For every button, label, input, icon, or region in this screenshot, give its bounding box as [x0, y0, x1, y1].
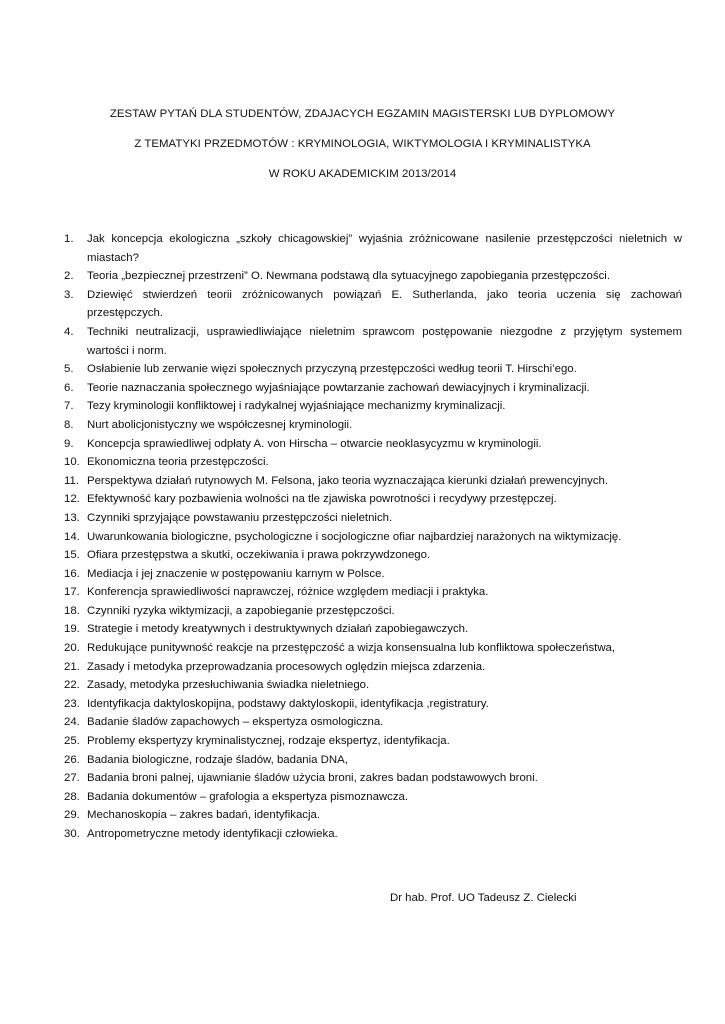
question-text: Mediacja i jej znaczenie w postępowaniu karnym w Polsce.	[87, 567, 385, 580]
question-text: Zasady i metodyka przeprowadzania procesowych oględzin miejsca zdarzenia.	[87, 660, 486, 673]
question-number: 8.	[64, 418, 74, 431]
question-item	[64, 565, 682, 584]
question-text: Techniki neutralizacji, usprawiedliwiające nieletnim sprawcom postępowanie niezgodne z przyjętym systemem wartości i norm.	[87, 325, 682, 357]
question-item	[64, 602, 682, 621]
question-number: 20.	[64, 642, 80, 655]
question-number: 22.	[64, 679, 80, 692]
question-text: Teorie naznaczania społecznego wyjaśniające powtarzanie zachowań dewiacyjnych i kryminalizacji.	[87, 381, 590, 394]
question-item	[64, 788, 682, 807]
question-text: Redukujące punitywność reakcje na przestępczość a wizja konsensualna lub konfliktowa społeczeństwa,	[87, 642, 616, 655]
question-number: 17.	[64, 586, 80, 599]
question-text: Ekonomiczna teoria przestępczości.	[87, 456, 269, 469]
question-item	[64, 639, 682, 658]
question-number: 11.	[64, 474, 79, 487]
question-item	[64, 230, 682, 267]
question-number: 3.	[64, 288, 74, 301]
question-text: Tezy kryminologii konfliktowej i radykalnej wyjaśniające mechanizmy kryminalizacji.	[87, 400, 506, 413]
question-text: Badania broni palnej, ujawnianie śladów użycia broni, zakres badan podstawowych broni.	[87, 772, 538, 785]
question-text: Osłabienie lub zerwanie więzi społecznych przyczyną przestępczości według teorii T. Hirschi’ego.	[87, 363, 577, 376]
question-number: 26.	[64, 753, 80, 766]
question-item	[64, 676, 682, 695]
question-number: 30.	[64, 828, 80, 840]
question-number: 25.	[64, 735, 80, 748]
question-number: 12.	[64, 493, 80, 506]
question-text: Mechanoskopia – zakres badań, identyfikacja.	[87, 809, 321, 822]
question-number: 19.	[64, 623, 80, 636]
question-text: Zasady, metodyka przesłuchiwania świadka nieletniego.	[87, 679, 370, 692]
question-number: 10.	[64, 456, 80, 469]
question-number: 16.	[64, 567, 80, 580]
question-text: Badanie śladów zapachowych – ekspertyza osmologiczna.	[87, 716, 384, 729]
document-title-line-2: Z TEMATYKI PRZEDMOTÓW : KRYMINOLOGIA, WIKTYMOLOGIA I KRYMINALISTYKA	[134, 138, 591, 150]
question-number: 29.	[64, 809, 80, 822]
question-item	[64, 379, 682, 398]
question-text: Konferencja sprawiedliwości naprawczej, różnice względem mediacji i praktyka.	[87, 586, 489, 599]
question-text: Ofiara przestępstwa a skutki, oczekiwania i prawa pokrzywdzonego.	[87, 549, 431, 562]
question-item	[64, 713, 682, 732]
question-item	[64, 769, 682, 788]
question-text: Antropometryczne metody identyfikacji człowieka.	[87, 828, 338, 840]
question-number: 14.	[64, 530, 80, 543]
question-number: 9.	[64, 437, 74, 450]
question-text: Koncepcja sprawiedliwej odpłaty A. von Hirscha – otwarcie neoklasycyzmu w kryminologii.	[87, 437, 542, 450]
question-list	[64, 230, 682, 844]
document-title-line-1: ZESTAW PYTAŃ DLA STUDENTÓW, ZDAJACYCH EGZAMIN MAGISTERSKI LUB DYPLOMOWY	[109, 108, 616, 120]
question-item	[64, 435, 682, 454]
question-number: 4.	[64, 325, 74, 338]
question-number: 7.	[64, 400, 74, 413]
question-item	[64, 695, 682, 714]
signature: Dr hab. Prof. UO Tadeusz Z. Cielecki	[390, 892, 577, 904]
question-text: Uwarunkowania biologiczne, psychologiczne i socjologiczne ofiar najbardziej narażonych na wiktymizację.	[87, 530, 622, 543]
question-number: 21.	[64, 660, 80, 673]
question-text: Czynniki ryzyka wiktymizacji, a zapobieganie przestępczości.	[87, 604, 395, 617]
question-item	[64, 267, 682, 286]
question-item	[64, 453, 682, 472]
question-item	[64, 397, 682, 416]
question-text: Dziewięć stwierdzeń teorii zróżnicowanych powiązań E. Sutherlanda, jako teoria uczenia się zachowań przestępczych.	[87, 288, 682, 320]
question-item	[64, 472, 682, 491]
question-item	[64, 658, 682, 677]
question-number: 6.	[64, 381, 74, 394]
question-text: Czynniki sprzyjające powstawaniu przestępczości nieletnich.	[87, 511, 393, 524]
question-number: 13.	[64, 511, 80, 524]
question-text: Badania dokumentów – grafologia a ekspertyza pismoznawcza.	[87, 790, 409, 803]
question-item	[64, 806, 682, 825]
question-item	[64, 360, 682, 379]
question-number: 27.	[64, 772, 80, 785]
question-item	[64, 528, 682, 547]
question-text: Problemy ekspertyzy kryminalistycznej, rodzaje ekspertyz, identyfikacja.	[87, 735, 450, 748]
question-number: 2.	[64, 270, 74, 283]
question-text: Jak koncepcja ekologiczna „szkoły chicagowskiej” wyjaśnia zróżnicowane nasilenie przestępczości nieletnich w miastach?	[87, 233, 682, 264]
question-item	[64, 825, 682, 844]
question-text: Efektywność kary pozbawienia wolności na tle zjawiska powrotności i recydywy przestępczej.	[87, 493, 557, 506]
question-number: 23.	[64, 697, 80, 710]
question-number: 18.	[64, 604, 80, 617]
question-number: 15.	[64, 549, 80, 562]
question-item	[64, 323, 682, 360]
question-text: Badania biologiczne, rodzaje śladów, badania DNA,	[87, 753, 348, 766]
question-number: 1.	[64, 233, 74, 245]
question-item	[64, 751, 682, 770]
question-number: 24.	[64, 716, 80, 729]
question-text: Nurt abolicjonistyczny we współczesnej kryminologii.	[87, 418, 353, 431]
question-number: 28.	[64, 790, 80, 803]
question-item	[64, 583, 682, 602]
question-text: Perspektywa działań rutynowych M. Felsona, jako teoria wyznaczająca kierunki działań prewencyjnych.	[87, 474, 609, 487]
question-item	[64, 490, 682, 509]
question-item	[64, 509, 682, 528]
document-title-line-3: W ROKU AKADEMICKIM 2013/2014	[268, 168, 457, 180]
question-text: Identyfikacja daktyloskopijna, podstawy daktyloskopii, identyfikacja ,registratury.	[87, 697, 489, 710]
question-text: Teoria „bezpiecznej przestrzeni” O. Newmana podstawą dla sytuacyjnego zapobiegania przestępczości.	[87, 270, 610, 283]
question-item	[64, 546, 682, 565]
question-number: 5.	[64, 363, 74, 376]
question-item	[64, 286, 682, 323]
question-item	[64, 620, 682, 639]
question-item	[64, 416, 682, 435]
question-text: Strategie i metody kreatywnych i destruktywnych działań zapobiegawczych.	[87, 623, 469, 636]
question-item	[64, 732, 682, 751]
